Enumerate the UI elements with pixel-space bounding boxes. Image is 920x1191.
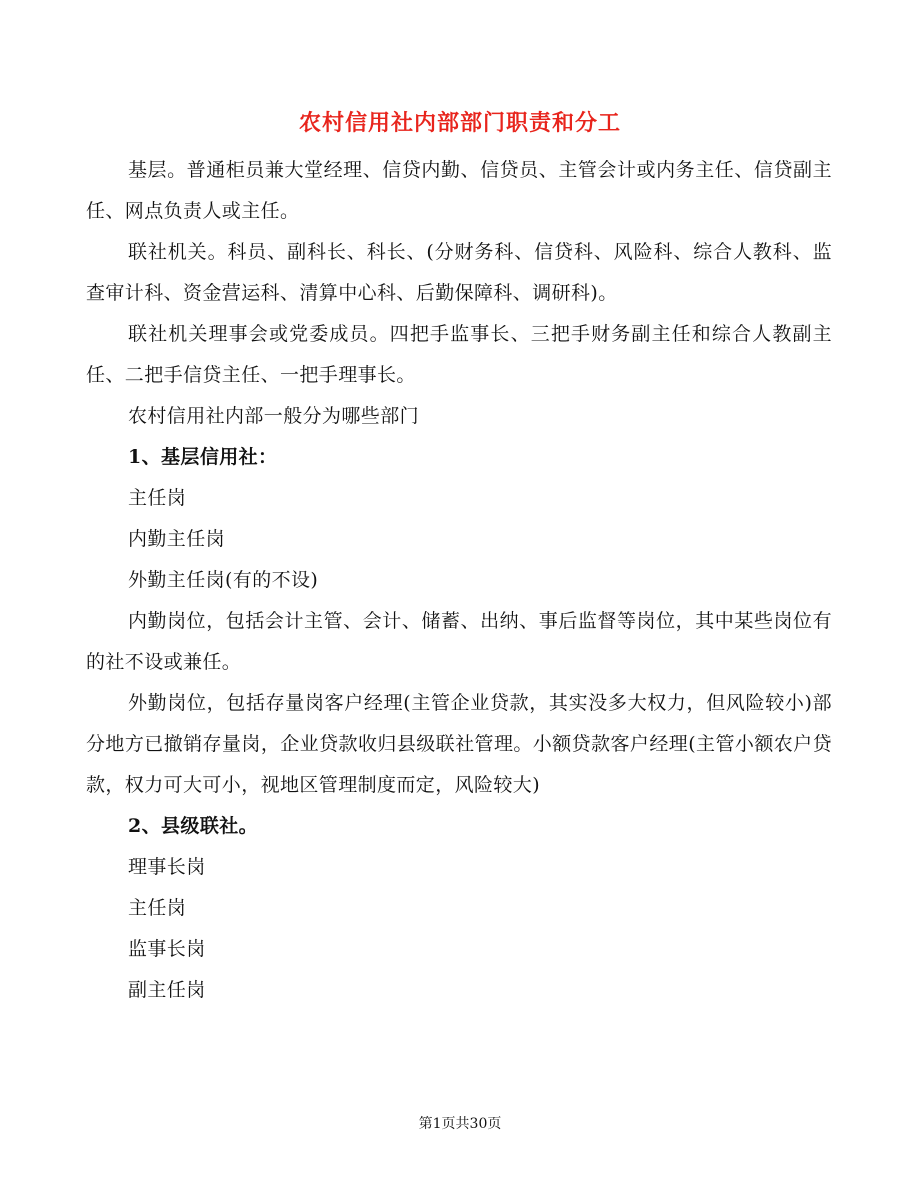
paragraph-outer-positions: 外勤岗位，包括存量岗客户经理(主管企业贷款，其实没多大权力，但风险较小)部分地方已撤销存量岗，企业贷款收归县级联社管理。小额贷款客户经理(主管小额农户贷款，权力可大可小，视地区管理制度而定，风险较大) [86, 692, 832, 796]
section-heading-grassroots: 1、基层信用社： [128, 446, 278, 468]
list-item: 外勤主任岗(有的不设) [128, 569, 319, 591]
document-title: 农村信用社内部部门职责和分工 [298, 110, 621, 136]
paragraph-grassroots: 基层。普通柜员兼大堂经理、信贷内勤、信贷员、主管会计或内务主任、信贷副主任、网点负责人或主任。 [86, 159, 832, 222]
list-item: 理事长岗 [128, 856, 206, 878]
list-item: 监事长岗 [128, 938, 206, 960]
paragraph-board-members: 联社机关理事会或党委成员。四把手监事长、三把手财务副主任和综合人教副主任、二把手信贷主任、一把手理事长。 [86, 323, 832, 386]
document-body [86, 150, 832, 1011]
paragraph-question: 农村信用社内部一般分为哪些部门 [128, 405, 420, 427]
page-number: 第1页共30页 [418, 1116, 502, 1132]
paragraph-inner-positions: 内勤岗位，包括会计主管、会计、储蓄、出纳、事后监督等岗位，其中某些岗位有的社不设或兼任。 [86, 610, 832, 673]
list-item: 副主任岗 [128, 979, 206, 1001]
list-item: 主任岗 [128, 897, 187, 919]
list-item: 主任岗 [128, 487, 187, 509]
list-item: 内勤主任岗 [128, 528, 226, 550]
paragraph-union-office: 联社机关。科员、副科长、科长、(分财务科、信贷科、风险科、综合人教科、监查审计科、资金营运科、清算中心科、后勤保障科、调研科)。 [86, 241, 832, 304]
section-heading-county-union: 2、县级联社。 [128, 815, 259, 837]
